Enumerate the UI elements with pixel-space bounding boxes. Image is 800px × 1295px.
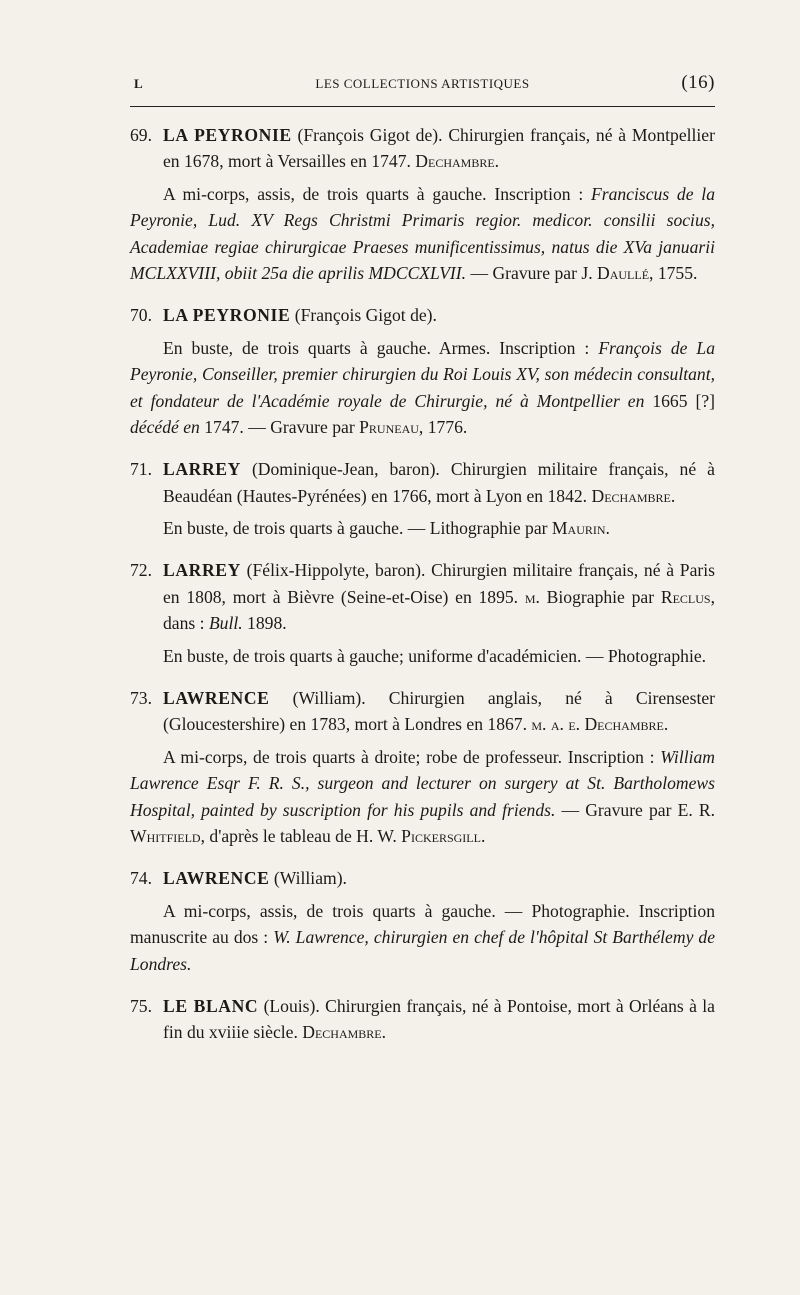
- entry-bio: (William). Chirurgien anglais, né à Cirensester (Gloucestershire) en 1783, mort à Londres en 1867.: [163, 688, 715, 735]
- header-title: LES COLLECTIONS ARTISTIQUES: [315, 76, 530, 91]
- description-text: , d'après le tableau de H. W.: [200, 825, 402, 846]
- entry-number: 69.: [130, 125, 152, 145]
- entry-number: 73.: [130, 688, 152, 709]
- description-text: — Gravure par J.: [466, 262, 597, 283]
- description-text: A mi-corps, de trois quarts à droite; robe de professeur. Inscription :: [163, 746, 661, 767]
- entry-reference: m. a. e. Dechambre.: [531, 714, 669, 735]
- entry-bio: (Dominique-Jean, baron). Chirurgien militaire français, né à Beaudéan (Hautes-Pyrénées) en 1766, mort à Lyon en 1842.: [163, 459, 715, 506]
- entry-description: [130, 898, 715, 977]
- catalogue-entry-70: [130, 302, 715, 440]
- inscription-text: François de La Peyronie, Conseiller, premier chirurgien du Roi Louis XV, son médecin consultant, et fondateur de l'Académie royale de Chirurgie, né à Montpellier en: [130, 337, 716, 411]
- entry-heading: [130, 865, 715, 891]
- entry-heading: [130, 456, 715, 509]
- entry-name: LARREY: [163, 459, 241, 480]
- catalogue-entry-75: [130, 993, 715, 1046]
- inscription-text: Franciscus de la Peyronie, Lud. XV Regs Christmi Primaris regior. medicor. consilii socius, Academiae regiae chirurgicae Praeses munificentissimus, natus die XVa januarii MCLXXVIII, obiit 25a die aprilis MDCCXLVII.: [130, 183, 715, 283]
- catalogue-entry-72: [130, 557, 715, 669]
- author-name: Reclus: [660, 586, 711, 607]
- description-text: En buste, de trois quarts à gauche. — Lithographie par: [163, 518, 552, 539]
- entry-reference: m.: [524, 586, 540, 607]
- description-text: 1665 [?]: [644, 390, 715, 411]
- entry-bio: (François Gigot de). Chirurgien français, né à Montpellier en 1678, mort à Versailles en 1747.: [163, 125, 715, 172]
- catalogue-entry-69: [130, 122, 715, 286]
- catalogue-entry-71: [130, 456, 715, 541]
- entry-description: [130, 643, 715, 669]
- entry-heading: [130, 685, 715, 738]
- page-number: (16): [681, 72, 715, 93]
- header-rule: [130, 106, 715, 107]
- catalogue-entry-73: [130, 685, 715, 849]
- entry-name: LAWRENCE: [163, 868, 270, 889]
- description-text: — Gravure par E. R.: [555, 799, 715, 820]
- running-header: [130, 72, 715, 102]
- entry-name: LA PEYRONIE: [163, 305, 291, 326]
- catalogue-entry-74: [130, 865, 715, 977]
- entry-bio: Biographie par: [539, 586, 661, 607]
- inscription-text: décédé en: [130, 416, 200, 437]
- engraver-name: Daullé: [597, 262, 650, 283]
- entry-description: [130, 335, 715, 441]
- entry-bio: , dans :: [163, 586, 715, 634]
- entry-name: LARREY: [163, 560, 241, 581]
- painter-name: Pickersgill.: [401, 825, 486, 846]
- entry-number: 71.: [130, 459, 152, 480]
- entry-reference: Dechambre.: [415, 151, 500, 172]
- entry-number: 70.: [130, 305, 152, 326]
- engraver-name: Pruneau: [359, 416, 419, 437]
- entry-bio: (Félix-Hippolyte, baron). Chirurgien militaire français, né à Paris en 1808, mort à Bièvre (Seine-et-Oise) en 1895.: [163, 560, 715, 607]
- description-text: A mi-corps, assis, de trois quarts à gauche. — Photographie. Inscription manuscrite au dos :: [130, 900, 715, 948]
- entry-description: [130, 181, 715, 287]
- description-text: , 1755.: [649, 262, 698, 283]
- description-text: 1747. — Gravure par: [199, 416, 360, 437]
- entry-number: 72.: [130, 560, 152, 581]
- entry-bio: (François Gigot de).: [290, 305, 437, 326]
- engraver-name: Maurin.: [551, 518, 610, 539]
- entry-bio: 1898.: [242, 613, 287, 634]
- description-text: En buste, de trois quarts à gauche; uniforme d'académicien. — Photographie.: [163, 645, 707, 666]
- description-text: , 1776.: [418, 416, 468, 437]
- inscription-text: W. Lawrence, chirurgien en chef de l'hôpital St Barthélemy de Londres.: [130, 927, 716, 974]
- entry-number: 74.: [130, 868, 152, 889]
- entry-name: LA PEYRONIE: [163, 125, 292, 145]
- description-text: En buste, de trois quarts à gauche. Armes. Inscription :: [163, 337, 599, 358]
- entry-reference: Dechambre.: [302, 1022, 387, 1043]
- entry-description: [130, 515, 715, 541]
- engraver-name: Whitfield: [130, 825, 201, 846]
- inscription-text: William Lawrence Esqr F. R. S., surgeon and lecturer on surgery at St. Bartholomews Hospital, painted by suscription for his pupils and friends.: [130, 746, 715, 820]
- description-text: A mi-corps, assis, de trois quarts à gauche. Inscription :: [163, 183, 591, 204]
- header-section-letter: L: [134, 76, 144, 91]
- entry-bio: (Louis). Chirurgien français, né à Pontoise, mort à Orléans à la fin du xviiie siècle.: [163, 995, 715, 1043]
- entry-heading: [130, 302, 715, 328]
- entry-name: LE BLANC: [163, 995, 259, 1016]
- entry-heading: [130, 557, 715, 636]
- journal-title: Bull.: [208, 613, 243, 634]
- entry-reference: Dechambre.: [591, 485, 676, 506]
- entry-name: LAWRENCE: [163, 688, 270, 709]
- entry-bio: (William).: [269, 868, 347, 889]
- entry-heading: [130, 993, 715, 1046]
- entry-description: [130, 744, 715, 850]
- entry-heading: [130, 122, 715, 175]
- catalogue-entries: [130, 122, 715, 1062]
- entry-number: 75.: [130, 995, 152, 1016]
